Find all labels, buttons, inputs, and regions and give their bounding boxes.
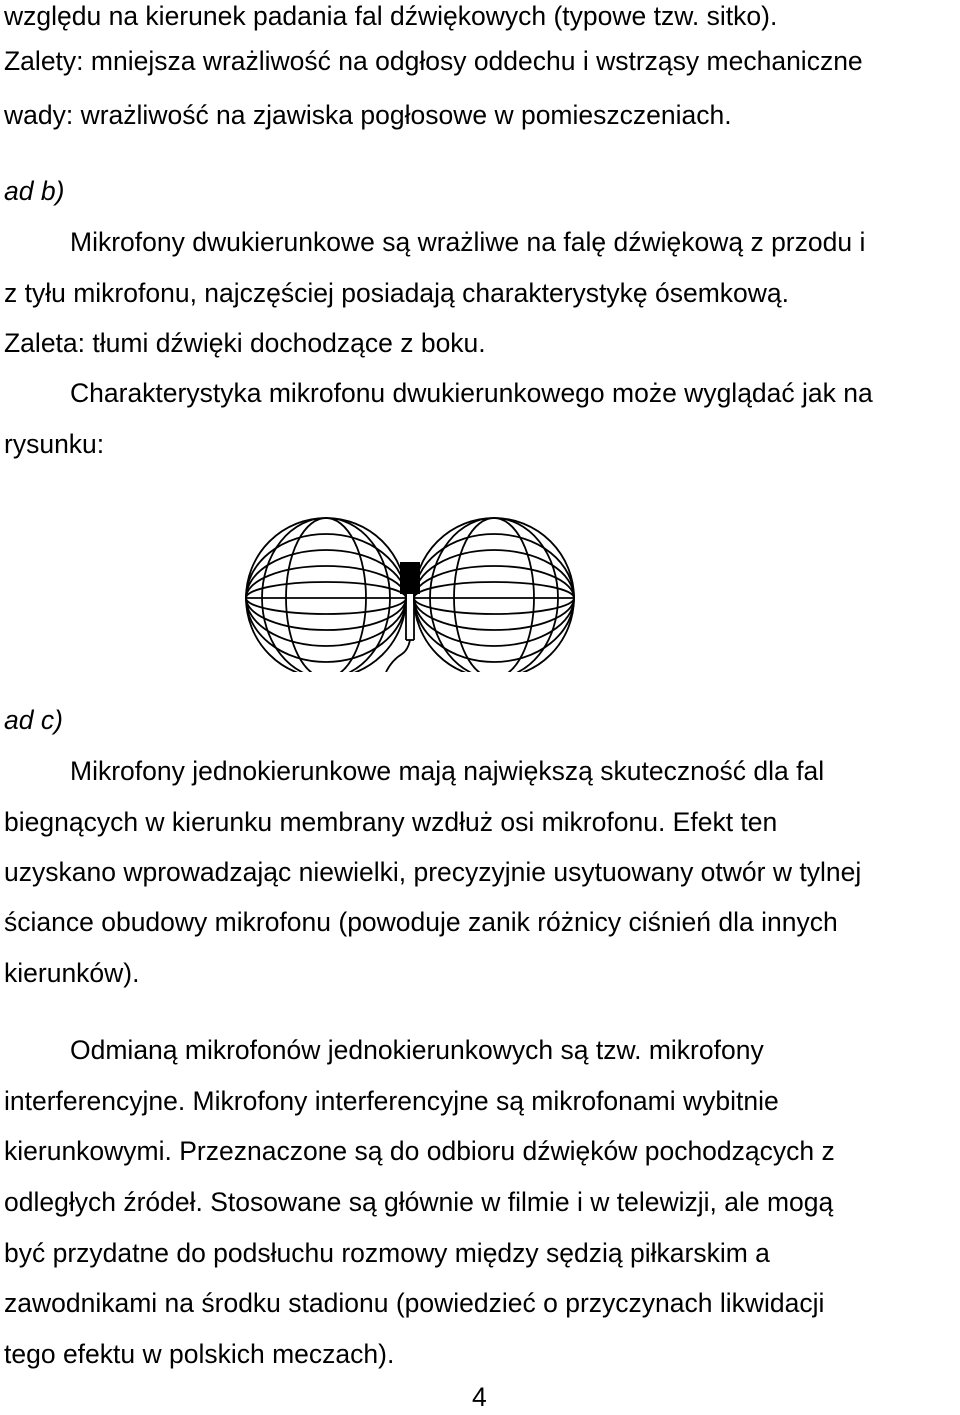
- section-c-p2-line-4: odległych źródeł. Stosowane są głównie w filmie i w telewizji, ale mogą: [4, 1187, 834, 1217]
- intro-line-1: względu na kierunek padania fal dźwiękowych (typowe tzw. sitko).: [4, 1, 778, 31]
- microphone-icon: [400, 562, 420, 594]
- intro-line-3: wady: wrażliwość na zjawiska pogłosowe w pomieszczeniach.: [4, 100, 732, 130]
- page-number: 4: [472, 1382, 487, 1412]
- right-lobe-ring: [414, 518, 574, 672]
- left-lobe-meridian: [262, 518, 390, 672]
- figure-eight-polar-pattern-icon: [240, 512, 580, 672]
- section-c-p2-line-5: być przydatne do podsłuchu rozmowy między sędzią piłkarskim a: [4, 1238, 770, 1268]
- left-lobe-ring: [246, 518, 406, 672]
- section-c-p1-line-5: kierunków).: [4, 958, 140, 988]
- section-c-heading: ad c): [4, 705, 63, 735]
- section-c-p2-line-3: kierunkowymi. Przeznaczone są do odbioru dźwięków pochodzących z: [4, 1136, 835, 1166]
- section-b-heading: ad b): [4, 176, 65, 206]
- section-c-p2-line-6: zawodnikami na środku stadionu (powiedzieć o przyczynach likwidacji: [4, 1288, 825, 1318]
- section-c-p2-line-7: tego efektu w polskich meczach).: [4, 1339, 395, 1369]
- section-b-p2-line-1: Charakterystyka mikrofonu dwukierunkowego może wyglądać jak na: [70, 378, 873, 408]
- right-lobe-meridian: [430, 518, 558, 672]
- section-b-p2-line-2: rysunku:: [4, 429, 105, 459]
- section-c-p1-line-3: uzyskano wprowadzając niewielki, precyzyjnie usytuowany otwór w tylnej: [4, 857, 862, 887]
- mic-cable: [386, 640, 410, 672]
- left-lobe-meridian: [286, 518, 366, 672]
- section-c-p1-line-1: Mikrofony jednokierunkowe mają największą skuteczność dla fal: [70, 756, 825, 786]
- section-c-p2-line-2: interferencyjne. Mikrofony interferencyjne są mikrofonami wybitnie: [4, 1086, 779, 1116]
- right-lobe-meridian: [454, 518, 534, 672]
- section-b-p1-line-1: Mikrofony dwukierunkowe są wrażliwe na falę dźwiękową z przodu i: [70, 227, 866, 257]
- section-b-p1-line-2: z tyłu mikrofonu, najczęściej posiadają charakterystykę ósemkową.: [4, 278, 790, 308]
- intro-line-2: Zalety: mniejsza wrażliwość na odgłosy oddechu i wstrząsy mechaniczne: [4, 46, 863, 76]
- section-c-p2-line-1: Odmianą mikrofonów jednokierunkowych są tzw. mikrofony: [70, 1035, 764, 1065]
- section-b-p1-line-3: Zaleta: tłumi dźwięki dochodzące z boku.: [4, 328, 486, 358]
- section-c-p1-line-4: ściance obudowy mikrofonu (powoduje zanik różnicy ciśnień dla innych: [4, 907, 838, 937]
- section-c-p1-line-2: biegnących w kierunku membrany wzdłuż osi mikrofonu. Efekt ten: [4, 807, 778, 837]
